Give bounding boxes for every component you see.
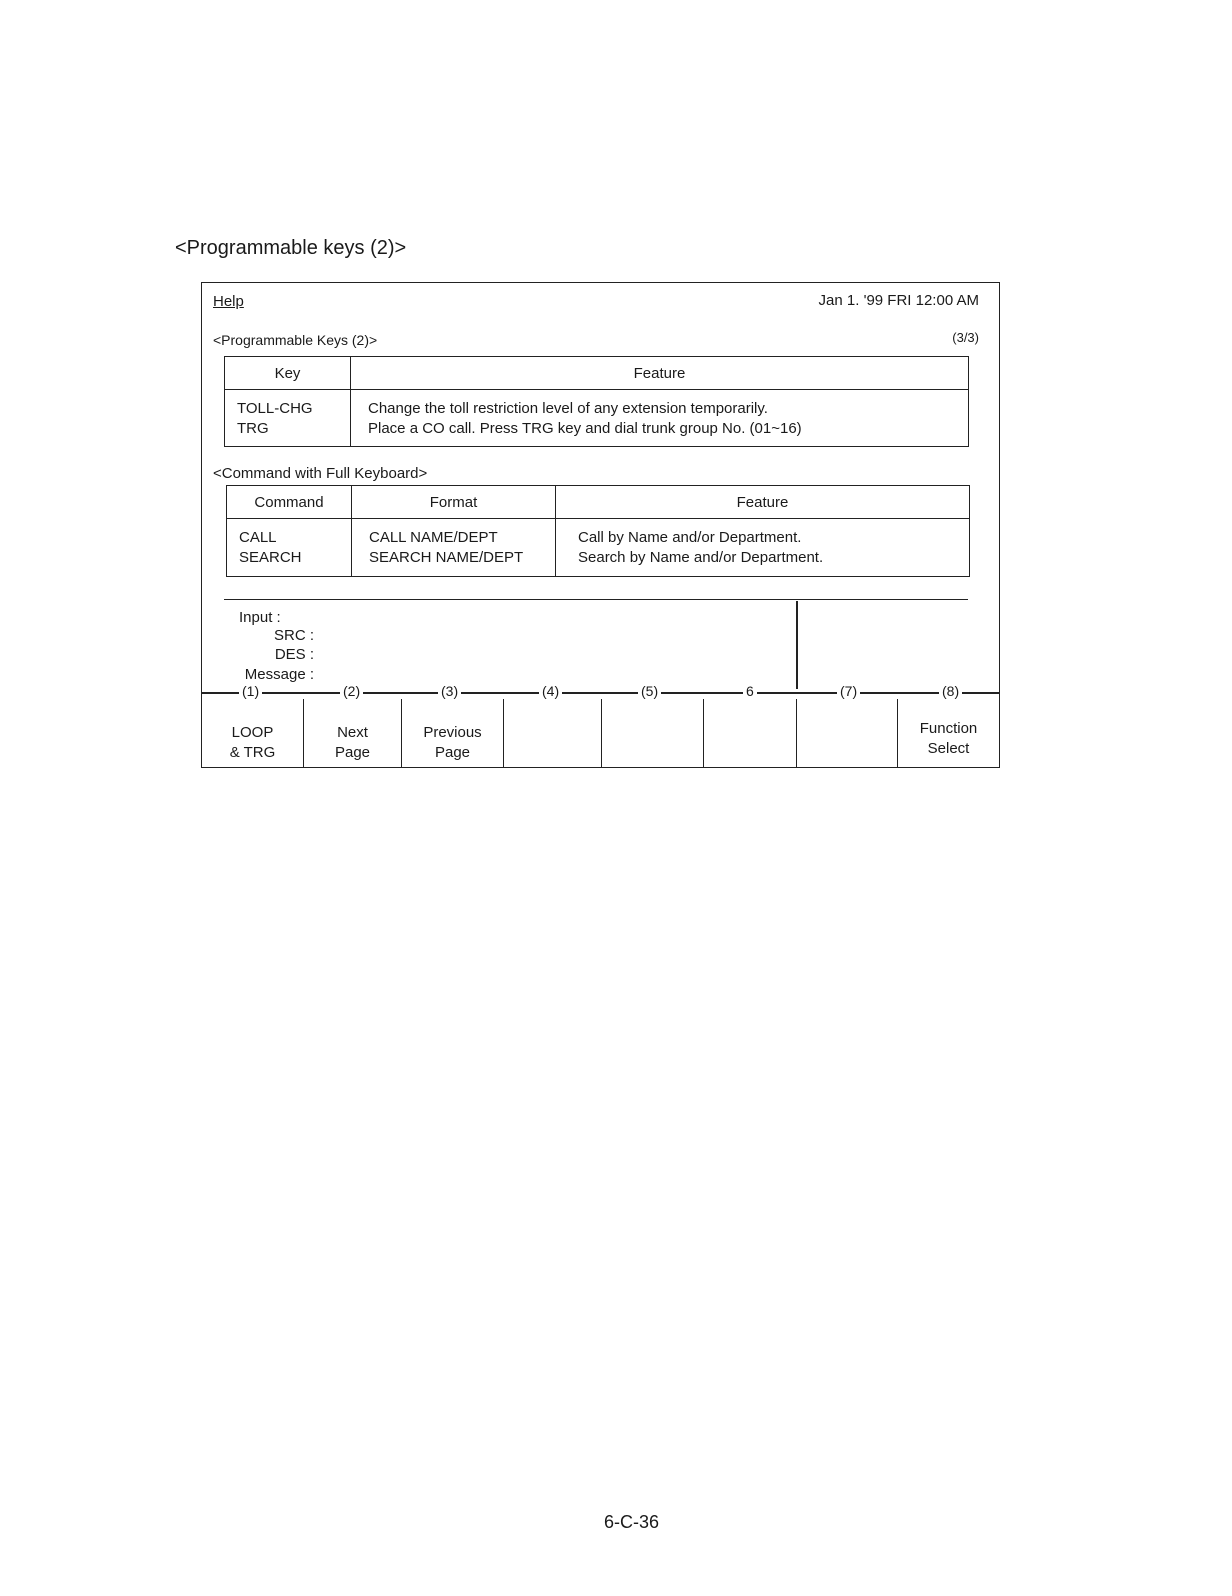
- fkey-label: Page: [434, 744, 471, 761]
- command-call: CALL: [239, 529, 277, 546]
- terminal-screen: [201, 282, 1000, 768]
- fkey-label: Page: [334, 744, 371, 761]
- input-area-divider: [224, 599, 968, 600]
- fkey-label: Select: [927, 740, 970, 757]
- help-link[interactable]: Help: [213, 293, 244, 310]
- column-header-feature: Feature: [556, 486, 970, 519]
- page-number-footer: 6-C-36: [604, 1512, 660, 1532]
- function-key-7[interactable]: [797, 699, 898, 767]
- feature-cell: [556, 519, 970, 577]
- command-search: SEARCH: [239, 549, 302, 566]
- fkey-label: LOOP: [231, 724, 274, 741]
- format-search: SEARCH NAME/DEPT: [369, 549, 524, 566]
- input-label: Input :: [239, 609, 281, 626]
- fkey-number-7: (7): [837, 683, 860, 699]
- feature-cell: [351, 390, 969, 447]
- fkey-number-8: (8): [939, 683, 962, 699]
- command-cell: [227, 519, 352, 577]
- function-key-3[interactable]: [402, 699, 504, 767]
- fkey-number-3: (3): [438, 683, 461, 699]
- fkey-number-6: 6: [743, 683, 757, 699]
- feature-call: Call by Name and/or Department.: [578, 529, 802, 546]
- function-key-8[interactable]: [898, 699, 999, 767]
- fkey-number-4: (4): [539, 683, 562, 699]
- section-title-command: <Command with Full Keyboard>: [213, 465, 428, 482]
- programmable-keys-table: [224, 356, 969, 447]
- des-label: DES :: [274, 646, 314, 663]
- fkey-number-5: (5): [638, 683, 661, 699]
- fkey-label: Next: [337, 724, 368, 741]
- fkey-number-2: (2): [340, 683, 363, 699]
- feature-toll-chg: Change the toll restriction level of any extension temporarily.: [368, 400, 768, 417]
- column-header-key: Key: [225, 357, 351, 390]
- function-key-line: [202, 692, 999, 694]
- key-trg: TRG: [237, 420, 269, 437]
- datetime: Jan 1. '99 FRI 12:00 AM: [818, 292, 979, 309]
- function-key-2[interactable]: [304, 699, 402, 767]
- function-key-5[interactable]: [602, 699, 704, 767]
- format-cell: [352, 519, 556, 577]
- column-header-feature: Feature: [351, 357, 969, 390]
- fkey-label: & TRG: [229, 744, 276, 761]
- column-header-format: Format: [352, 486, 556, 519]
- fkey-label: Function: [919, 720, 978, 737]
- function-key-1[interactable]: [202, 699, 304, 767]
- input-area-vertical-divider: [796, 601, 798, 689]
- function-key-4[interactable]: [504, 699, 602, 767]
- message-label: Message :: [244, 666, 314, 683]
- feature-search: Search by Name and/or Department.: [578, 549, 824, 566]
- src-label: SRC :: [273, 627, 314, 644]
- format-call: CALL NAME/DEPT: [369, 529, 498, 546]
- key-toll-chg: TOLL-CHG: [237, 400, 313, 417]
- page-indicator: (3/3): [952, 330, 979, 345]
- fkey-number-1: (1): [239, 683, 262, 699]
- key-cell: [225, 390, 351, 447]
- section-title-programmable-keys: <Programmable Keys (2)>: [213, 332, 378, 348]
- function-key-6[interactable]: [704, 699, 797, 767]
- fkey-label: Previous: [423, 724, 482, 741]
- column-header-command: Command: [227, 486, 352, 519]
- page-heading: <Programmable keys (2)>: [175, 237, 407, 259]
- feature-trg: Place a CO call. Press TRG key and dial trunk group No. (01~16): [368, 420, 802, 437]
- command-table: [226, 485, 970, 577]
